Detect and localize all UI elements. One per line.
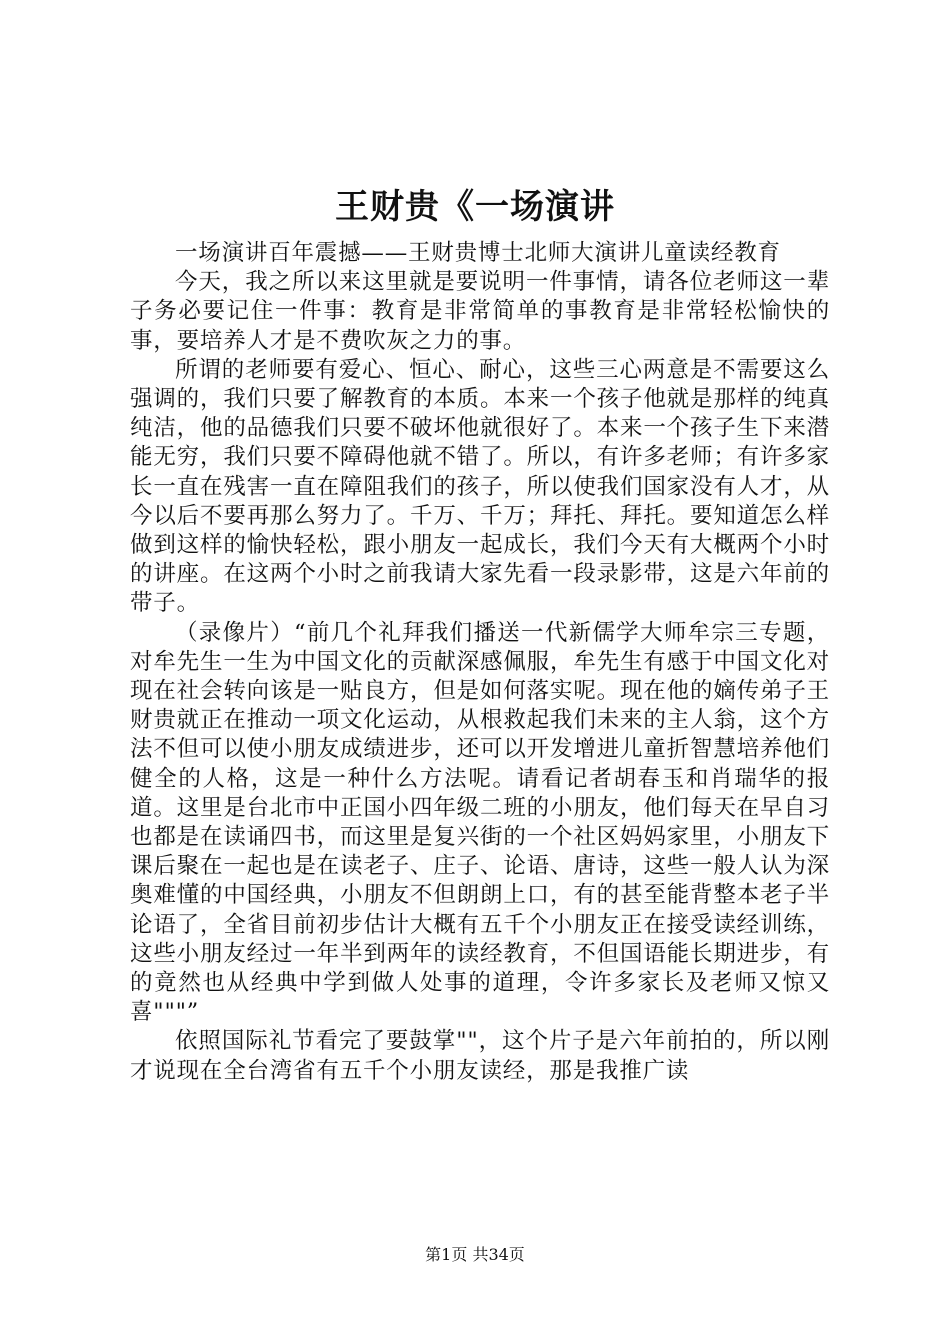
document-body <box>130 239 830 1086</box>
paragraph-subtitle: 一场演讲百年震撼——王财贵博士北师大演讲儿童读经教育 <box>175 240 781 266</box>
paragraph: 依照国际礼节看完了要鼓掌""，这个片子是六年前拍的，所以刚才说现在全台湾省有五千个小朋友读经，那是我推广读 <box>130 1028 830 1084</box>
paragraph: （录像片）“前几个礼拜我们播送一代新儒学大师牟宗三专题，对牟先生一生为中国文化的贡献深感佩服，牟先生有感于中国文化对现在社会转向该是一贴良方，但是如何落实呢。现在他的嫡传弟子王财贵就正在推动一项文化运动，从根救起我们未来的主人翁，这个方法不但可以使小朋友成绩进步，还可以开发增进儿童折智慧培养他们健全的人格，这是一种什么方法呢。请看记者胡春玉和肖瑞华的报道。这里是台北市中正国小四年级二班的小朋友，他们每天在早自习也都是在读诵四书，而这里是复兴街的一个社区妈妈家里，小朋友下课后聚在一起也是在读老子、庄子、论语、唐诗，这些一般人认为深奥难懂的中国经典，小朋友不但朗朗上口，有的甚至能背整本老子半论语了，全省目前初步估计大概有五千个小朋友正在接受读经训练，这些小朋友经过一年半到两年的读经教育，不但国语能长期进步，有的竟然也从经典中学到做人处事的道理，令许多家长及老师又惊又喜"""” <box>130 619 830 1026</box>
page-number-footer: 第1页 共34页 <box>425 1245 525 1264</box>
paragraph: 今天，我之所以来这里就是要说明一件事情，请各位老师这一辈子务必要记住一件事：教育是非常简单的事教育是非常轻松愉快的事，要培养人才是不费吹灰之力的事。 <box>130 269 830 354</box>
paragraph: 所谓的老师要有爱心、恒心、耐心，这些三心两意是不需要这么强调的，我们只要了解教育的本质。本来一个孩子他就是那样的纯真纯洁，他的品德我们只要不破坏他就很好了。本来一个孩子生下来潜能无穷，我们只要不障碍他就不错了。所以，有许多老师；有许多家长一直在残害一直在障阻我们的孩子，所以使我们国家没有人才，从今以后不要再那么努力了。千万、千万；拜托、拜托。要知道怎么样做到这样的愉快轻松，跟小朋友一起成长，我们今天有大概两个小时的讲座。在这两个小时之前我请大家先看一段录影带，这是六年前的带子。 <box>130 356 830 617</box>
document-title: 王财贵《一场演讲 <box>335 187 615 227</box>
